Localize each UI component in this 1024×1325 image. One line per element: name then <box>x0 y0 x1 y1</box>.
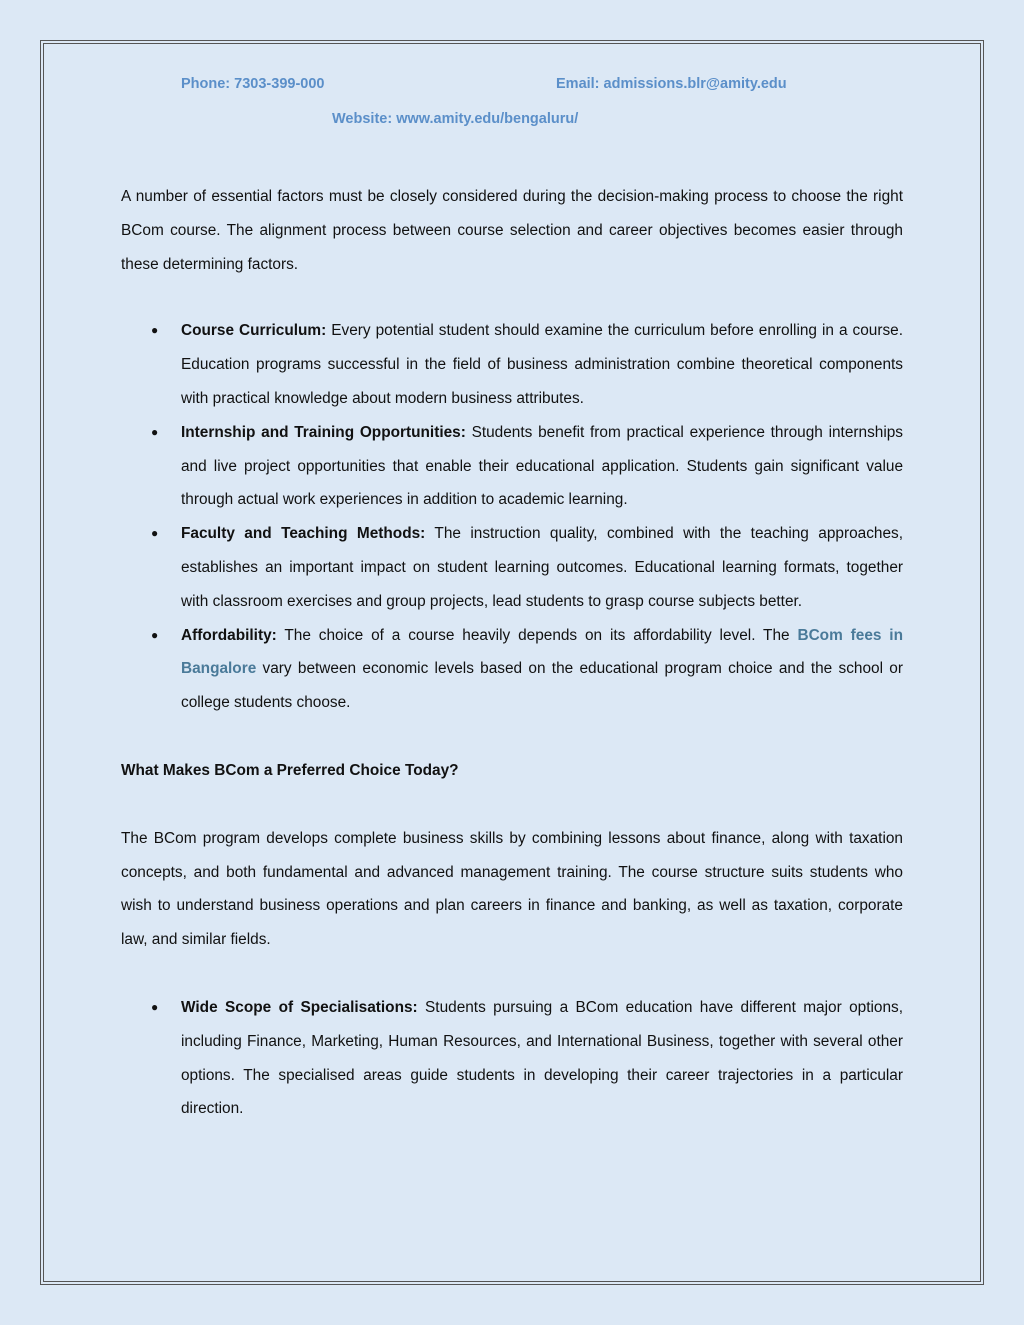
email-contact[interactable]: Email: admissions.blr@amity.edu <box>556 76 787 92</box>
list-item <box>121 619 903 720</box>
factor-title: Internship and Training Opportunities: <box>181 423 466 441</box>
factors-list <box>121 314 903 720</box>
bullet-icon: ● <box>151 999 159 1014</box>
specialisation-title: Wide Scope of Specialisations: <box>181 998 418 1016</box>
list-item <box>121 991 903 1126</box>
section-paragraph: The BCom program develops complete business skills by combining lessons about finance, along with taxation concepts, and both fundamental and advanced management training. The course structure suits students who wish to understand business operations and plan careers in finance and banking, as well as taxation, corporate law, and similar fields. <box>121 829 903 949</box>
factor-text-after-link: vary between economic levels based on the educational program choice and the school or college students choose. <box>181 660 903 712</box>
factor-text: The instruction quality, combined with the teaching approaches, establishes an important impact on student learning outcomes. Educational learning formats, together with classroom exercises and group projects, lead students to grasp course subjects better. <box>181 525 903 610</box>
website-contact[interactable]: Website: www.amity.edu/bengaluru/ <box>332 111 579 127</box>
bullet-icon: ● <box>151 424 159 439</box>
factor-text: Every potential student should examine the curriculum before enrolling in a course. Education programs successful in the field of business administration combine theoretical components with practical knowledge about modern business attributes. <box>181 322 903 407</box>
bullet-icon: ● <box>151 323 159 338</box>
phone-contact: Phone: 7303-399-000 <box>181 76 325 92</box>
specialisation-text: Students pursuing a BCom education have different major options, including Finance, Marketing, Human Resources, and International Business, together with several other options. The specialised areas guide students in developing their career trajectories in a particular direction. <box>181 998 903 1118</box>
specialisations-list <box>121 991 903 1126</box>
intro-paragraph: A number of essential factors must be closely considered during the decision-making process to choose the right BCom course. The alignment process between course selection and career objectives becomes easier through these determining factors. <box>121 188 903 273</box>
factor-title: Faculty and Teaching Methods: <box>181 525 426 543</box>
factor-text-before-link: The choice of a course heavily depends on its affordability level. The <box>276 626 798 644</box>
bullet-icon: ● <box>151 526 159 541</box>
factor-text: Students benefit from practical experience through internships and live project opportunities that enable their educational application. Students gain significant value through actual work experiences in addition to academic learning. <box>181 423 903 509</box>
factor-title: Affordability: <box>181 626 277 644</box>
document-content <box>121 180 903 1126</box>
list-item <box>121 517 903 618</box>
list-item <box>121 416 903 517</box>
bullet-icon: ● <box>151 627 159 642</box>
section-heading: What Makes BCom a Preferred Choice Today? <box>121 761 459 779</box>
bcom-fees-link[interactable]: BCom fees in Bangalore <box>181 626 903 678</box>
factor-title: Course Curriculum: <box>181 322 327 340</box>
list-item <box>121 314 903 415</box>
